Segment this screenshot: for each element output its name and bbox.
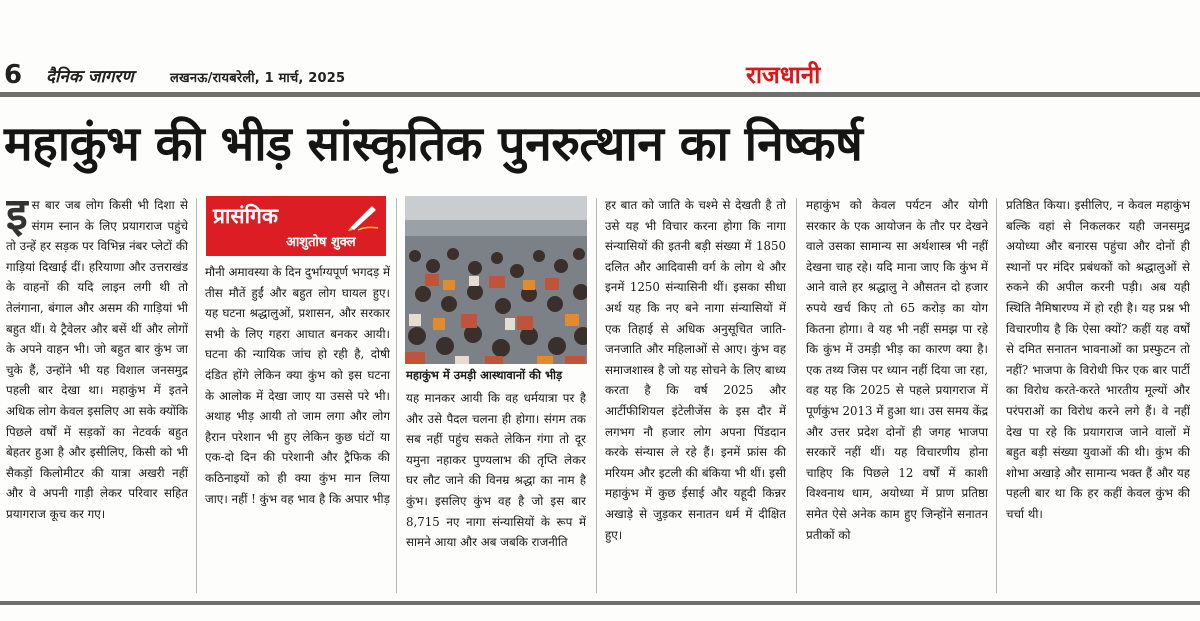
column-divider [196, 198, 197, 593]
paper-name: दैनिक जागरण [46, 67, 134, 87]
column-4 [605, 195, 786, 595]
column-4-text: हर बात को जाति के चश्मे से देखती है तो उसे यह भी विचार करना होगा कि नागा संन्यासियों की इतनी बड़ी संख्या में 1850 दलित और आदिवासी वर्ग के लोग थे और इनमें 1250 संन्यासिनी थीं। इसका सीधा अर्थ यह कि नए बने नागा संन्यासियों में एक तिहाई से अधिक अनुसूचित जाति-जनजाति और महिलाओं से आए। कुंभ वह समाजशास्त्र है जो यह सोचने के लिए बाध्य करता है कि वर्ष 2025 और आर्टीफीशियल इंटेलीजेंस के इस दौर में लगभग नौ हजार लोग अपना पिंडदान करके संन्यास ले रहे हैं। इनमें फ्रांस की मरियम और इटली की बंकिया भी थीं। इसी महाकुंभ में कुछ ईसाई और यहूदी किन्नर अखाड़े से जुड़कर सनातन धर्म में दीक्षित हुए। [605, 198, 786, 542]
column-1-text: स बार जब लोग किसी भी दिशा से संगम स्नान के लिए प्रयागराज पहुंचे तो उन्हें हर सड़क पर विभिन्न नंबर प्लेटों की गाड़ियां दिखाई दीं। हरियाणा और उत्तराखंड के वाहनों की यदि लाइन लगी थी तो तेलंगाना, बंगाल और असम की गाड़ियां भी बहुत थीं। ये ट्रैवेलर और बसें थीं और लोगों के अपने वाहन भी। जो बहुत बार कुंभ जा चुके हैं, उन्होंने भी यह विशाल जनसमुद्र पहली बार देखा था। महाकुंभ में इतने अधिक लोग केवल इसलिए आ सके क्योंकि पिछले वर्षों में सड़कों का नेटवर्क बहुत बेहतर हुआ है और इसीलिए, किसी को भी सैकड़ों किलोमीटर की यात्रा अखरी नहीं और वे अपनी गाड़ी लेकर परिवार सहित प्रयागराज कूच कर गए। [6, 198, 188, 521]
masthead-rule [0, 92, 1200, 97]
column-5-text: महाकुंभ को केवल पर्यटन और योगी सरकार के एक आयोजन के तौर पर देखने वाले उसका सामान्य सा अर्थशास्त्र भी नहीं देखना चाह रहे। यदि माना जाए कि कुंभ में आने वाले हर श्रद्धालु ने औसतन दो हजार रुपये खर्च किए तो 65 करोड़ का योग कितना होगा। वे यह भी नहीं समझ पा रहे कि कुंभ में उमड़ी भीड़ का कारण क्या है। एक तथ्य जिस पर ध्यान नहीं दिया जा रहा, वह यह कि 2025 से पहले प्रयागराज में पूर्णकुंभ 2013 में हुआ था। उस समय केंद्र और उत्तर प्रदेश दोनों ही जगह भाजपा सरकारें नहीं थीं। यह विचारणीय होना चाहिए कि पिछले 12 वर्षों में काशी विश्वनाथ धाम, अयोध्या में प्राण प्रतिष्ठा समेत ऐसे अनेक काम हुए जिन्होंने सनातन प्रतीकों को [806, 198, 988, 542]
masthead [0, 58, 1200, 92]
column-6 [1006, 195, 1190, 595]
column-5 [806, 195, 988, 595]
pen-icon [344, 202, 380, 232]
section-title: राजधानी [746, 61, 821, 89]
column-divider [396, 198, 397, 593]
dateline: लखनऊ/रायबरेली, 1 मार्च, 2025 [170, 71, 346, 86]
column-3-text: यह मानकर आयी कि वह धर्मयात्रा पर है और उसे पैदल चलना ही होगा। संगम तक सब नहीं पहुंच सकते लेकिन गंगा तो दूर यमुना नहाकर पुण्यलाभ की तृप्ति लेकर घर लौट जाने की विनम्र श्रद्धा का नाम है कुंभ। इसलिए कुंभ वह है जो इस बार 8,715 नए नागा संन्यासियों के रूप में सामने आया और अब जबकि राजनीति [406, 391, 586, 550]
bottom-rule [0, 601, 1200, 605]
column-3 [406, 388, 586, 596]
headline: महाकुंभ की भीड़ सांस्कृतिक पुनरुत्थान का निष्कर्ष [4, 116, 863, 172]
column-divider [596, 198, 597, 593]
crowd-photo [405, 196, 587, 364]
page-number: 6 [4, 60, 23, 90]
drop-cap: इ [6, 195, 28, 240]
byline-box [206, 196, 386, 256]
column-divider [996, 198, 997, 593]
photo-caption: महाकुंभ में उमड़ी आस्थावानों की भीड़ [406, 368, 563, 382]
byline-author: आशुतोष शुक्ल [286, 235, 356, 250]
byline-kicker: प्रासंगिक [213, 204, 278, 228]
column-2-text: मौनी अमावस्या के दिन दुर्भाग्यपूर्ण भगदड़ में तीस मौतें हुईं और बहुत लोग घायल हुए। यह घटना श्रद्धालुओं, प्रशासन, और सरकार सभी के लिए गहरा आघात बनकर आयी। घटना की न्यायिक जांच हो रही है, दोषी दंडित होंगे लेकिन क्या कुंभ को इस घटना के आलोक में देखा जाए या उससे परे भी। अथाह भीड़ आयी तो जाम लगा और लोग हैरान परेशान भी हुए लेकिन कुछ घंटों या एक-दो दिन की परेशानी और ट्रैफिक की कठिनाइयों को ही क्या कुंभ मान लिया जाए। नहीं ! कुंभ वह भाव है कि अपार भीड़ [205, 265, 390, 506]
column-6-text: प्रतिष्ठित किया। इसीलिए, न केवल महाकुंभ बल्कि वहां से निकलकर यही जनसमुद्र अयोध्या और बनारस पहुंचा और दोनों ही स्थानों पर मंदिर प्रबंधकों को श्रद्धालुओं से रुकने की अपील करनी पड़ी। अब यही स्थिति नैमिषारण्य में हो रही है। यह प्रश्न भी विचारणीय है कि ऐसा क्यों? कहीं यह वर्षों से दमित सनातन भावनाओं का प्रस्फुटन तो नहीं? भाजपा के विरोधी फिर एक बार पार्टी का विरोध करते-करते भारतीय मूल्यों और परंपराओं का विरोध करने लगे हैं। वे नहीं देख पा रहे कि प्रयागराज जाने वालों में बहुत बड़ी संख्या युवाओं की थी। कुंभ की शोभा अखाड़े और सामान्य भक्त हैं और यह पहली बार था कि हर कहीं केवल कुंभ की चर्चा थी। [1006, 198, 1190, 521]
column-1 [6, 195, 188, 595]
column-2 [205, 262, 390, 594]
column-divider [796, 198, 797, 593]
